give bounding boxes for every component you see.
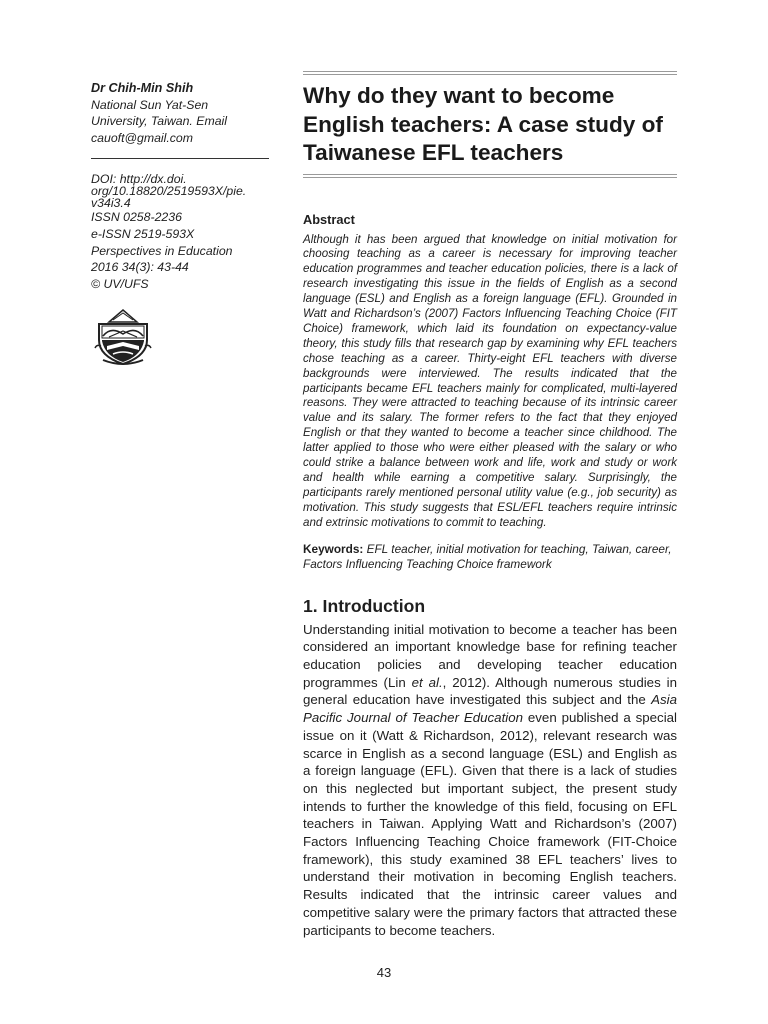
affiliation-line: University, Taiwan. Email xyxy=(91,114,227,129)
paragraph-text: , 2012). Although numerous studies in general education have investigated this subject and the xyxy=(303,674,677,708)
issn: ISSN 0258-2236 xyxy=(91,210,182,225)
affiliation-line: National Sun Yat-Sen xyxy=(91,97,209,112)
introduction-paragraph xyxy=(303,621,677,940)
paragraph-italic: et al. xyxy=(411,674,443,690)
doi-line[interactable]: org/10.18820/2519593X/pie. xyxy=(91,184,247,199)
keywords-text: EFL teacher, initial motivation for teaching, Taiwan, career, Factors Influencing Teaching Choice framework xyxy=(303,541,672,571)
section-heading-introduction: 1. Introduction xyxy=(303,595,426,616)
abstract-heading: Abstract xyxy=(303,211,355,227)
keywords-label: Keywords: xyxy=(303,541,364,556)
keywords xyxy=(303,542,677,572)
page-number: 43 xyxy=(376,965,392,980)
sidebar-divider xyxy=(91,158,269,159)
eissn: e-ISSN 2519-593X xyxy=(91,226,195,241)
article-sidebar xyxy=(91,80,269,371)
article-title: Why do they want to become English teachers: A case study of Taiwanese EFL teachers xyxy=(303,83,663,165)
paragraph-text: even published a special issue on it (Watt & Richardson, 2012), relevant research was scarce in English as a second language (ESL) and English as a foreign language (EFL). Given that there is a lack of studies on this neglected but important subject, the present study intends to further the knowledge of this field, focusing on EFL teachers in Taiwan. Applying Watt and Richardson’s (2007) Factors Influencing Teaching Choice framework (FIT-Choice framework), this study examined 38 EFL teachers’ lives to understand their motivation in becoming English teachers. Results indicated that the intrinsic career values and competitive salary were the primary factors that attracted these participants to become teachers. xyxy=(303,710,678,938)
author-name: Dr Chih-Min Shih xyxy=(91,81,194,95)
journal-name: Perspectives in Education xyxy=(91,243,233,258)
doi-line[interactable]: DOI: http://dx.doi. xyxy=(91,172,187,187)
abstract-text: Although it has been argued that knowledge on initial motivation for choosing teaching as a career is necessary for improving teacher education programmes and teacher education policies, there is a lack of research investigating this issue in the fields of English as a second language (ESL) and English as a foreign language (EFL). Grounded in Watt and Richardson’s (2007) Factors Influencing Teaching Choice (FIT Choice) framework, which laid its foundation on expectancy-value theory, this study fills that research gap by examining why EFL teachers chose teaching as a career. Thirty-eight EFL teachers with diverse backgrounds were interviewed. The results indicated that the participants became EFL teachers mainly for complicated, multi-layered reasons. They were attracted to teaching because of its intrinsic career value and its salary. The former refers to the fact that they enjoyed English or that they wanted to become a teacher since childhood. The latter applied to those who were either pleased with the salary or who could strike a balance between work and life, work and study or work and health while earning a competitive salary. Surprisingly, the participants rarely mentioned personal utility value (e.g., job security) as motivation. This study suggests that ESL/EFL teachers require intrinsic and extrinsic motivations to commit to teaching. xyxy=(303,232,677,529)
citation: 2016 34(3): 43-44 xyxy=(91,260,189,275)
paragraph-text: Understanding initial motivation to become a teacher has been considered an important knowledge base for refining teacher education policies and developing teacher education programmes (Lin xyxy=(303,621,677,690)
article-main xyxy=(303,71,677,939)
journal-title-italic: Asia Pacific Journal of Teacher Education xyxy=(303,692,677,726)
title-rule-top xyxy=(303,71,677,75)
university-crest-icon xyxy=(93,304,153,366)
doi-line[interactable]: v34i3.4 xyxy=(91,196,131,211)
author-email[interactable]: cauoft@gmail.com xyxy=(91,130,194,145)
title-rule-bottom xyxy=(303,174,677,178)
copyright: © UV/UFS xyxy=(91,276,149,291)
